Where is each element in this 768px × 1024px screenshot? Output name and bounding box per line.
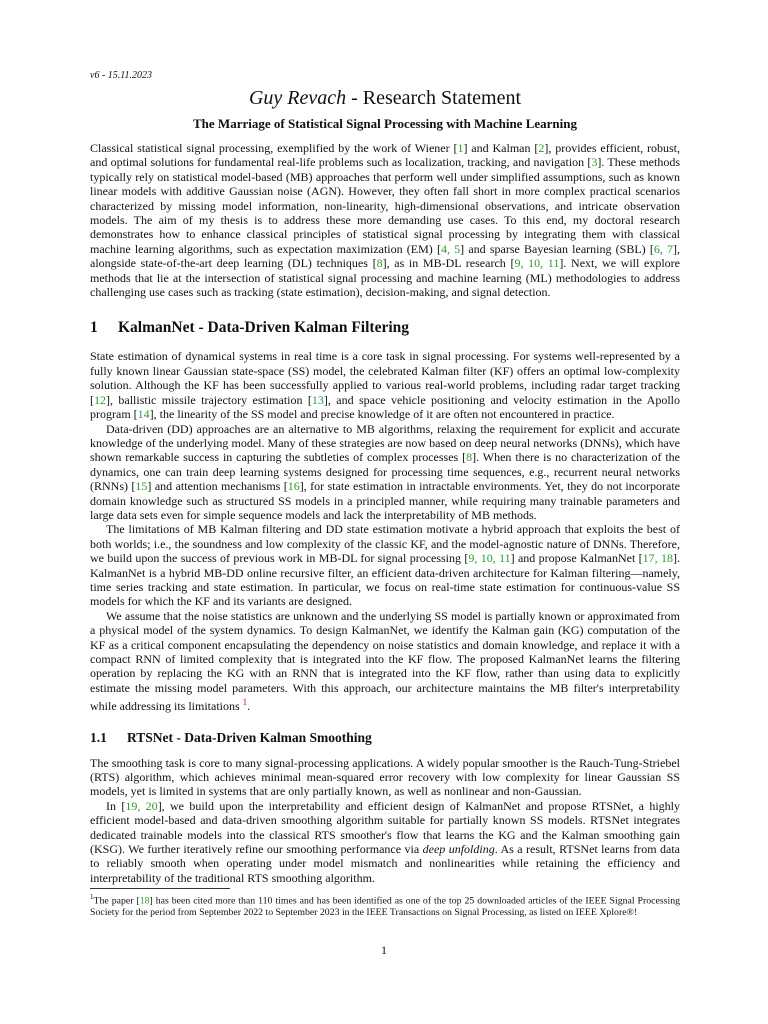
citation-link[interactable]: 8	[376, 256, 383, 271]
subsection-paragraph: The smoothing task is core to many signal-processing applications. A widely popular smoother is the Rauch-Tung-Striebel (RTS) algorithm, which achieves minimal mean-squared error recovery with low complexity for linear Gaussian SS models, yet is limited in systems that are only partially known, as well as nonlinear and non-Gaussian.	[90, 755, 680, 799]
footnote: $^1$The paper [18] has been cited more than 110 times and has been identified as one of the top 25 downloaded articles of the IEEE Signal Processing Society for the period from September 2022 to September 2023 in the IEEE Transactions on Signal Processing, as listed on IEEE Xplore®!	[90, 893, 680, 919]
citation-link[interactable]: 9, 10, 11	[468, 551, 511, 566]
section-heading: 1 KalmanNet - Data-Driven Kalman Filtering	[90, 319, 410, 337]
citation-link[interactable]: 1	[457, 141, 464, 155]
footnote-divider	[90, 888, 230, 889]
document-title	[90, 87, 680, 110]
citation-link[interactable]: 12	[94, 392, 106, 407]
citation-link[interactable]: 13	[311, 392, 324, 407]
citation-link[interactable]: 9, 10, 11	[514, 256, 560, 271]
citation-link[interactable]: 18	[139, 895, 150, 907]
citation-link[interactable]: 8	[466, 450, 473, 465]
section1-paragraph: State estimation of dynamical systems in real time is a core task in signal processing. For systems well-represented by a fully known linear Gaussian state-space (SS) model, the celebrated Kalman filter (KF) offers an optimal low-complexity solution. Although the KF has been successfully applied to various real-world problems, including radar target tracking [12], ballistic missile trajectory estimation [13], and space vehicle positioning and velocity estimation in the Apollo program [14], the linearity of the SS model and precise knowledge of it are often not encountered in practice.	[90, 349, 681, 422]
citation-link[interactable]: 15	[135, 479, 148, 494]
section1-paragraph: Data-driven (DD) approaches are an alternative to MB algorithms, relaxing the requirement for explicit and accurate knowledge of the underlying model. Many of these strategies are now based on deep neural networks (DNNs), which have shown remarkable success in capturing the subtleties of complex processes [8]. When there is no characterization of the dynamics, one can train deep learning systems designed for processing time sequences, e.g., recurrent neural networks (RNNs) [15] and attention mechanisms [16], for state estimation in intractable environments. Yet, they do not incorporate domain knowledge such as structured SS models in a principled manner, while requiring many trainable parameters and large data sets even for simple sequence models and lack the interpretability of MB methods.	[90, 421, 681, 522]
intro-paragraph: Classical statistical signal processing, exemplified by the work of Wiener [1] and Kalman [2], provides efficient, robust, and optimal solutions for fundamental real-life problems such as localization, tracking, and navigation [3]. These methods typically rely on statistical model-based (MB) approaches that perform well under simplified assumptions, such as known linear models with additive Gaussian noise (AGN). However, they often fall short in more complex practical scenarios characterized by missing model information, non-linearity, high-dimensional observations, and intricate observation models. The aim of my thesis is to address these more demanding use cases. To this end, my doctoral research demonstrates how to enhance classical principles of statistical signal processing by integrating them with classical machine learning algorithms, such as expectation maximization (EM) [4, 5] and sparse Bayesian learning (SBL) [6, 7], alongside state-of-the-art deep learning (DL) techniques [8], as in MB-DL research [9, 10, 11]. Next, we will explore methods that lie at the intersection of statistical signal processing and machine learning (ML) methodologies to address challenging use cases such as tracking (state estimation), decision-making, and signal detection.	[90, 141, 681, 300]
subsection-heading: 1.1 RTSNet - Data-Driven Kalman Smoothing	[90, 729, 372, 745]
author-name: Guy Revach	[248, 87, 347, 109]
citation-link[interactable]: 6, 7	[653, 241, 674, 256]
citation-link[interactable]: 4, 5	[440, 241, 461, 256]
page-number: 1	[381, 943, 387, 957]
section1-paragraph: We assume that the noise statistics are unknown and the underlying SS model is partially known or approximated from a physical model of the system dynamics. To design KalmanNet, we identify the Kalman gain (KG) computation of the KF as a critical component encapsulating the dependency on noise statistics and domain knowledge, and replace it with a compact RNN of limited complexity that is integrated into the KF flow. The proposed KalmanNet learns the filtering operation by replacing the KG with an RNN that is integrated into the KF flow, rather than using data to explicitly estimate the missing model parameters. With this approach, our architecture maintains the MB filter's interpretability while addressing its limitations $^1$.	[90, 608, 680, 714]
title-rest: - Research Statement	[346, 87, 522, 109]
citation-link[interactable]: 17, 18	[642, 551, 674, 566]
citation-link[interactable]: 16	[287, 479, 300, 494]
citation-link[interactable]: 3	[591, 155, 598, 170]
citation-link[interactable]: 2	[538, 141, 545, 155]
version-date: v6 - 15.11.2023	[90, 70, 153, 81]
subsection-paragraph: In [19, 20], we build upon the interpretability and efficient design of KalmanNet and propose RTSNet, a highly efficient model-based and data-driven smoothing algorithm suitable for partially known SS models. RTSNet integrates dedicated trainable models into the classical RTS smoother's flow that learns the KG and the Kalman smoothing gain (KSG). We further iteratively refine our smoothing performance via deep unfolding. As a result, RTSNet learns from data to reliably smooth when operating under model mismatch and nonlinearities while retaining the efficiency and interpretability of the traditional RTS smoothing algorithm.	[90, 798, 681, 885]
page-content	[90, 70, 680, 919]
citation-link[interactable]: 19, 20	[125, 798, 158, 813]
document-subtitle: The Marriage of Statistical Signal Processing with Machine Learning	[193, 116, 577, 131]
section1-paragraph: The limitations of MB Kalman filtering and DD state estimation motivate a hybrid approach that exploits the best of both worlds; i.e., the soundness and low complexity of the classic KF, and the model-agnostic nature of DNNs. Therefore, we build upon the success of previous work in MB-DL for signal processing [9, 10, 11] and propose KalmanNet [17, 18]. KalmanNet is a hybrid MB-DD online recursive filter, an efficient data-driven architecture for Kalman filtering—namely, time series tracking and state estimation. In particular, we focus on real-time state estimation for continuous-value SS models for which the KF and its variants are designed.	[90, 522, 681, 609]
citation-link[interactable]: 14	[137, 407, 150, 422]
footnote-ref[interactable]: 1	[242, 697, 248, 708]
